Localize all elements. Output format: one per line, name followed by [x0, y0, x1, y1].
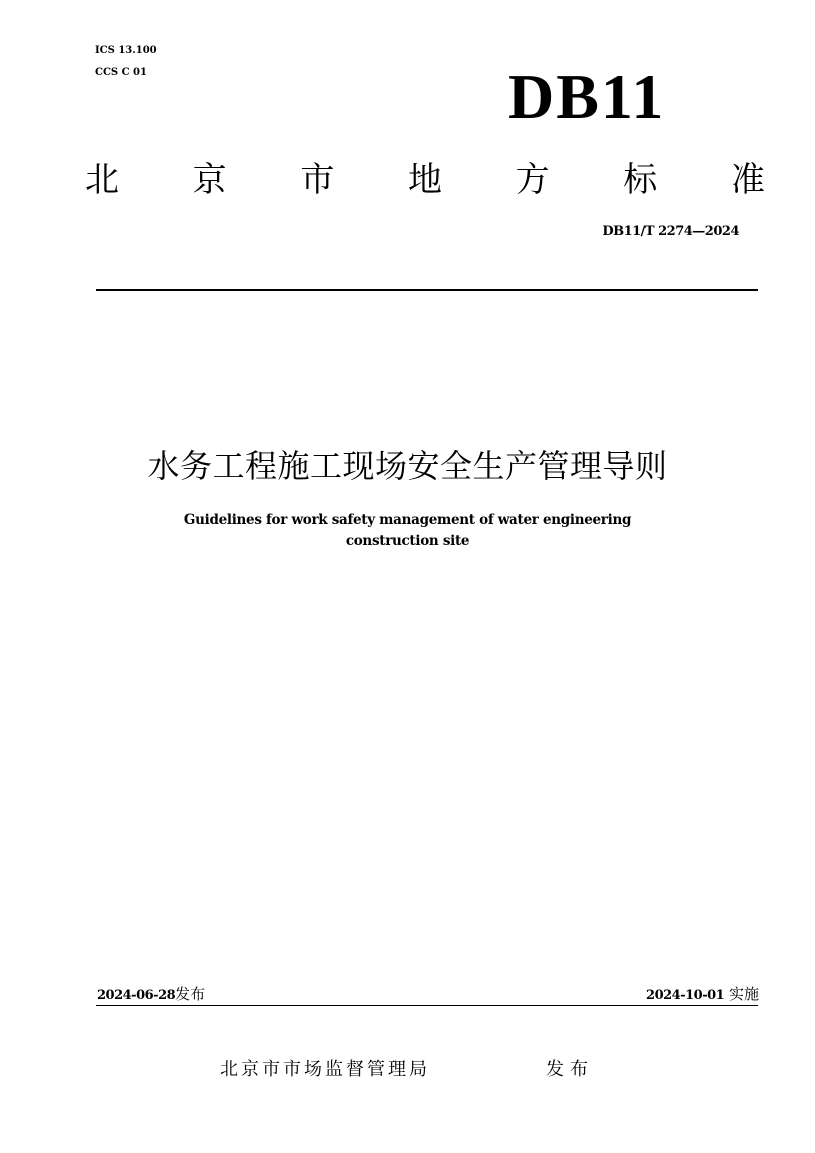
issue-action: 发布: [546, 1059, 594, 1080]
implement-label: 实施: [728, 985, 759, 1003]
release-date-block: [97, 983, 205, 1007]
ics-code: ICS 13.100: [95, 45, 157, 56]
standard-type-heading: [85, 158, 765, 202]
standard-type-char: 标: [623, 160, 658, 200]
classification-codes: [95, 40, 157, 84]
implement-date: 2024-10-01: [646, 988, 725, 1003]
english-title-line: Guidelines for work safety management of water engineering: [183, 512, 632, 528]
standard-type-char: 市: [300, 160, 335, 200]
standard-type-char: 地: [407, 160, 442, 200]
standard-type-char: 准: [730, 160, 765, 200]
standard-type-char: 北: [85, 160, 119, 200]
issuing-authority: 北京市市场监督管理局: [220, 1059, 430, 1080]
implement-date-block: [646, 983, 759, 1007]
header-divider: [96, 289, 758, 291]
ccs-code: CCS C 01: [95, 67, 147, 78]
standard-type-char: 方: [515, 160, 550, 200]
footer-divider: [96, 1005, 758, 1006]
english-title-line: construction site: [345, 533, 470, 549]
document-title-english: [95, 510, 720, 552]
standard-type-char: 京: [192, 160, 227, 200]
release-date: 2024-06-28: [97, 988, 176, 1003]
standard-mark: DB11: [508, 61, 666, 132]
document-title-chinese: 水务工程施工现场安全生产管理导则: [147, 447, 668, 485]
release-label: 发布: [175, 985, 206, 1003]
standard-number: DB11/T 2274—2024: [602, 224, 739, 239]
